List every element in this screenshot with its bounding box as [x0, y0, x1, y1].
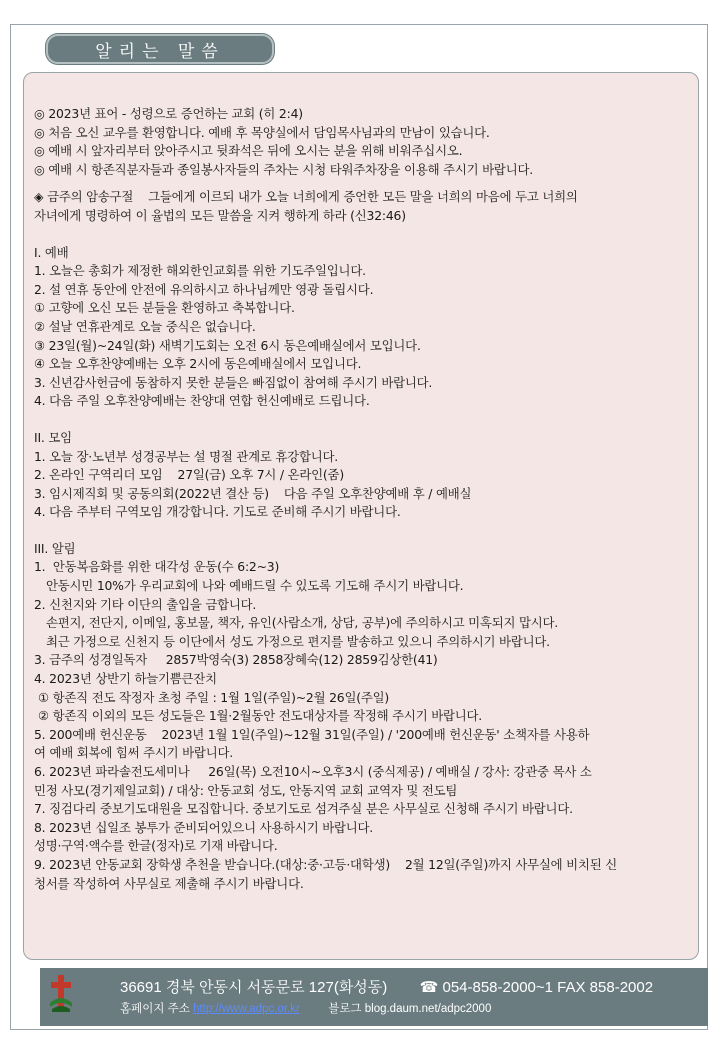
intro-line: ◎ 처음 오신 교우를 환영합니다. 예배 후 목양실에서 담임목사님과의 만남이 있습니다.: [34, 124, 490, 140]
list-item: 4. 2023년 상반기 하늘기쁨큰잔치: [34, 671, 217, 687]
list-item-cont: 민정 사모(경기제일교회) / 대상: 안동교회 성도, 안동지역 교회 교역자 및 전도팀: [34, 782, 458, 798]
list-item: ④ 오늘 오후찬양예배는 오후 2시에 동은예배실에서 모입니다.: [34, 356, 362, 372]
list-item: 1. 오늘은 총회가 제정한 해외한인교회를 위한 기도주일입니다.: [34, 263, 366, 279]
section-heading-worship: I. 예배: [34, 244, 69, 260]
list-item-detail: ② 항존직 이외의 모든 성도들은 1월·2월동안 전도대상자를 작정해 주시기 바랍니다.: [38, 708, 483, 724]
list-item: 4. 다음 주부터 구역모임 개강합니다. 기도로 준비해 주시기 바랍니다.: [34, 504, 401, 520]
list-item: 5. 200예배 헌신운동 2023년 1월 1일(주일)~12월 31일(주일) / '200예배 헌신운동' 소책자를 사용하: [34, 726, 590, 742]
church-logo-icon: [48, 973, 74, 1013]
notice-box: [23, 72, 699, 960]
homepage-link[interactable]: http://www.adpc.or.kr: [193, 1003, 300, 1015]
list-item: 2. 신천지와 기타 이단의 출입을 금합니다.: [34, 596, 257, 612]
blog-label: 블로그: [328, 1003, 362, 1015]
list-item: 4. 다음 주일 오후찬양예배는 찬양대 연합 헌신예배로 드립니다.: [34, 393, 370, 409]
list-item-detail: 안동시민 10%가 우리교회에 나와 예배드릴 수 있도록 기도해 주시기 바랍니다.: [46, 578, 464, 594]
footer-web: [120, 1000, 491, 1016]
list-item: 3. 임시제직회 및 공동의회(2022년 결산 등) 다음 주일 오후찬양예배 후 / 예배실: [34, 485, 472, 501]
list-item: 8. 2023년 십일조 봉투가 준비되어있으니 사용하시기 바랍니다.: [34, 819, 374, 835]
intro-line: ◎ 예배 시 앞자리부터 앉아주시고 뒷좌석은 뒤에 오시는 분을 위해 비워주십시오.: [34, 143, 463, 159]
list-item-detail: 손편지, 전단지, 이메일, 홍보물, 책자, 유인(사람소개, 상담, 공부)에 주의하시고 미혹되지 맙시다.: [46, 615, 559, 631]
list-item: 1. 오늘 장·노년부 성경공부는 설 명절 관계로 휴강합니다.: [34, 448, 338, 464]
list-item: 2. 온라인 구역리더 모임 27일(금) 오후 7시 / 온라인(줌): [34, 467, 344, 483]
page-title: 알리는 말씀: [95, 41, 225, 62]
list-item: ② 설날 연휴관계로 오늘 중식은 없습니다.: [34, 318, 256, 334]
memory-verse-line: ◈ 금주의 암송구절 그들에게 이르되 내가 오늘 너희에게 증언한 모든 말을 너희의 마음에 두고 너희의: [34, 189, 578, 205]
list-item: 3. 신년감사헌금에 동참하지 못한 분들은 빠짐없이 참여해 주시기 바랍니다.: [34, 374, 433, 390]
list-item-cont: 성명·구역·액수를 한글(정자)로 기재 바랍니다.: [34, 838, 278, 854]
list-item-cont: 청서를 작성하여 사무실로 제출해 주시기 바랍니다.: [34, 875, 304, 891]
title-banner: [46, 34, 274, 64]
list-item: 9. 2023년 안동교회 장학생 추천을 받습니다.(대상:중·고등·대학생) 2월 12일(주일)까지 사무실에 비치된 신: [34, 856, 617, 872]
list-item: 2. 설 연휴 동안에 안전에 유의하시고 하나님께만 영광 돌립시다.: [34, 281, 374, 297]
list-item: 6. 2023년 파라솔전도세미나 26일(목) 오전10시~오후3시 (중식제공) / 예배실 / 강사: 강관중 목사 소: [34, 764, 592, 779]
intro-line: ◎ 2023년 표어 - 성령으로 증언하는 교회 (히 2:4): [34, 106, 303, 121]
footer-address: 36691 경북 안동시 서동문로 127(화성동): [120, 979, 388, 996]
list-item: 7. 징검다리 중보기도대원을 모집합니다. 중보기도로 섬겨주실 분은 사무실로 신청해 주시기 바랍니다.: [34, 801, 573, 817]
intro-line: ◎ 예배 시 항존직분자들과 종일봉사자들의 주차는 시청 타워주차장을 이용해 주시기 바랍니다.: [34, 161, 533, 177]
list-item-cont: 여 예배 회복에 힘써 주시기 바랍니다.: [34, 745, 233, 761]
list-item-detail: ① 항존직 전도 작정자 초청 주일 : 1월 1일(주일)~2월 26일(주일): [38, 689, 390, 705]
footer-phone: ☎ 054-858-2000~1 FAX 858-2002: [419, 979, 654, 996]
footer: [40, 968, 708, 1026]
memory-verse-line: 자녀에게 명령하여 이 율법의 모든 말씀을 지켜 행하게 하라 (신32:46): [34, 207, 406, 223]
list-item-detail: 최근 가정으로 신천지 등 이단에서 성도 가정으로 편지를 발송하고 있으니 주의하시기 바랍니다.: [46, 633, 550, 649]
section-heading-notices: III. 알림: [34, 540, 76, 556]
list-item: ① 고향에 오신 모든 분들을 환영하고 축복합니다.: [34, 300, 295, 316]
list-item: 1. 안동복음화를 위한 대각성 운동(수 6:2~3): [34, 559, 280, 575]
homepage-label: 홈페이지 주소: [120, 1003, 190, 1015]
section-heading-meetings: II. 모임: [34, 429, 72, 445]
footer-contact: [120, 976, 653, 997]
blog-link[interactable]: blog.daum.net/adpc2000: [364, 1003, 492, 1015]
list-item: 3. 금주의 성경일독자 2857박영숙(3) 2858장혜숙(12) 2859김상한(41): [34, 652, 438, 668]
list-item: ③ 23일(월)~24일(화) 새벽기도회는 오전 6시 동은예배실에서 모입니다.: [34, 337, 421, 353]
